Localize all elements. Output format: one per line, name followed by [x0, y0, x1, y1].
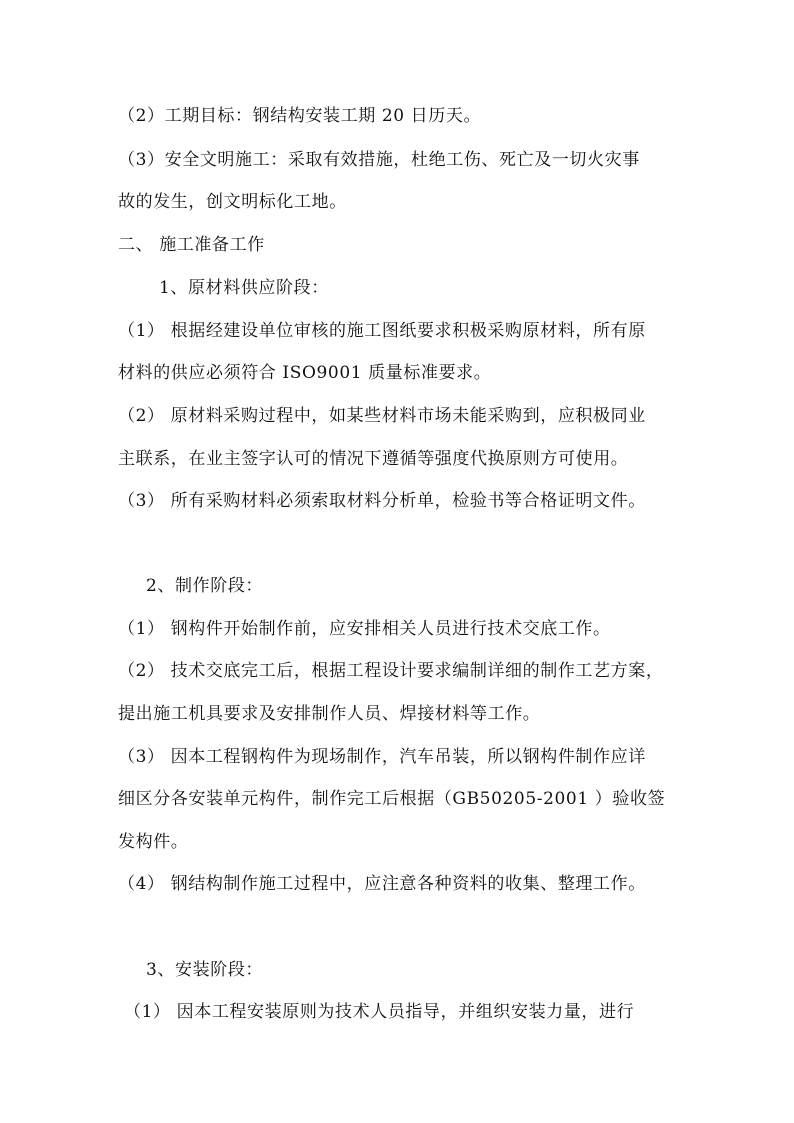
supply-item-1: （1） 根据经建设单位审核的施工图纸要求积极采购原材料，所有原 [118, 321, 646, 341]
section-heading-preparation: 二、 施工准备工作 [118, 235, 265, 255]
subheading-installation: 3、安装阶段： [146, 960, 264, 980]
supply-item-1-cont: 材料的供应必须符合 ISO9001 质量标准要求。 [118, 363, 492, 383]
goal-safety-line-cont: 故的发生，创文明标化工地。 [118, 192, 347, 212]
installation-item-1: （1） 因本工程安装原则为技术人员指导，并组织安装力量，进行 [124, 1002, 635, 1022]
goal-schedule-line: （2）工期目标：钢结构安装工期 20 日历天。 [118, 106, 482, 126]
supply-item-2-cont: 主联系，在业主签字认可的情况下遵循等强度代换原则方可使用。 [118, 449, 629, 469]
goal-safety-line: （3）安全文明施工：采取有效措施，杜绝工伤、死亡及一切火灾事 [118, 150, 640, 170]
fabrication-item-4: （4） 钢结构制作施工过程中，应注意各种资料的收集、整理工作。 [118, 874, 646, 894]
fabrication-item-3: （3） 因本工程钢构件为现场制作，汽车吊装，所以钢构件制作应详 [118, 747, 646, 767]
fabrication-item-3-cont: 细区分各安装单元构件，制作完工后根据（GB50205-2001 ）验收签 [118, 789, 666, 809]
supply-item-3: （3） 所有采购材料必须索取材料分析单，检验书等合格证明文件。 [118, 491, 646, 511]
subheading-fabrication: 2、制作阶段： [146, 576, 264, 596]
supply-item-2: （2） 原材料采购过程中，如某些材料市场未能采购到，应积极同业 [118, 406, 646, 426]
subheading-material-supply: 1、原材料供应阶段： [159, 278, 329, 298]
fabrication-item-1: （1） 钢构件开始制作前，应安排相关人员进行技术交底工作。 [118, 619, 611, 639]
fabrication-item-2: （2） 技术交底完工后，根据工程设计要求编制详细的制作工艺方案， [118, 661, 664, 681]
fabrication-item-2-cont: 提出施工机具要求及安排制作人员、焊接材料等工作。 [118, 704, 541, 724]
fabrication-item-3-cont2: 发构件。 [118, 832, 189, 852]
